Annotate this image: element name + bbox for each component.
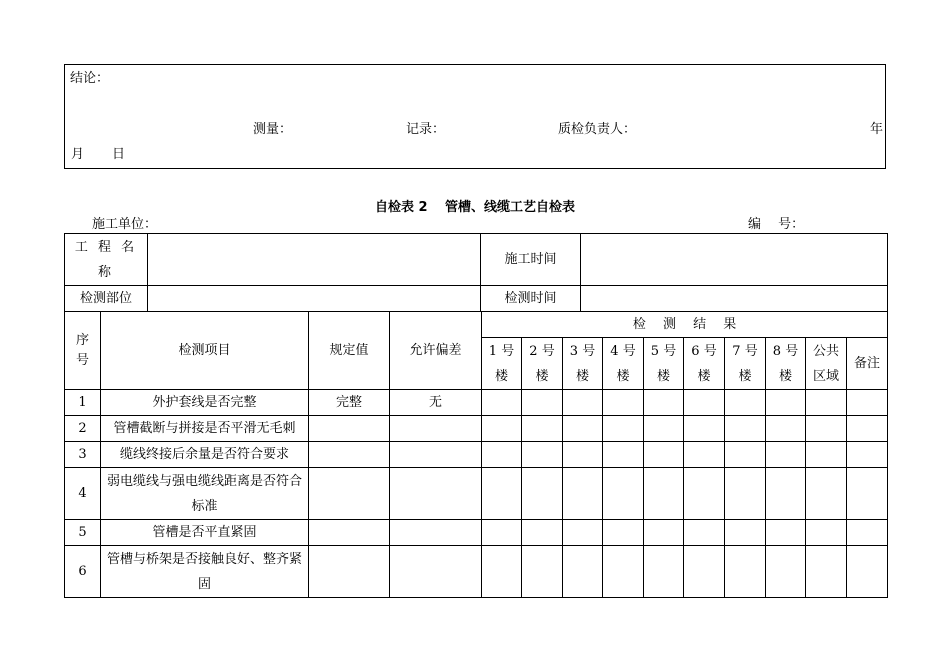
result-cell[interactable]	[806, 390, 847, 416]
result-cell[interactable]	[725, 546, 766, 598]
remark-cell[interactable]	[847, 546, 888, 598]
remark-cell[interactable]	[847, 468, 888, 520]
header-spec: 规定值	[309, 312, 390, 390]
result-cell[interactable]	[725, 442, 766, 468]
row-number: 1	[65, 390, 101, 416]
result-cell[interactable]	[522, 546, 563, 598]
record-label: 记录：	[406, 122, 446, 137]
header-building-7: 7 号楼	[725, 338, 766, 390]
row-spec	[309, 546, 390, 598]
row-spec	[309, 416, 390, 442]
result-cell[interactable]	[806, 468, 847, 520]
result-cell[interactable]	[563, 468, 603, 520]
inspection-part-label: 检测部位	[65, 286, 148, 312]
form-number-label: 编 号：	[748, 217, 805, 232]
result-cell[interactable]	[684, 416, 725, 442]
construction-unit-label: 施工单位：	[92, 217, 158, 232]
header-building-8: 8 号楼	[766, 338, 806, 390]
header-tolerance: 允许偏差	[390, 312, 482, 390]
header-building-1: 1 号楼	[482, 338, 522, 390]
row-tolerance: 无	[390, 390, 482, 416]
project-name-label: 工 程 名 称	[65, 234, 148, 286]
row-item: 管槽是否平直紧固	[101, 520, 309, 546]
conclusion-box	[64, 64, 886, 169]
result-cell[interactable]	[563, 546, 603, 598]
form-title: 自检表 2 管槽、线缆工艺自检表	[374, 200, 576, 215]
result-cell[interactable]	[522, 442, 563, 468]
result-cell[interactable]	[766, 390, 806, 416]
result-cell[interactable]	[603, 468, 644, 520]
header-building-6: 6 号楼	[684, 338, 725, 390]
result-cell[interactable]	[766, 416, 806, 442]
result-cell[interactable]	[766, 442, 806, 468]
row-spec	[309, 520, 390, 546]
inspection-part-value[interactable]	[148, 286, 481, 312]
header-building-4: 4 号楼	[603, 338, 644, 390]
result-cell[interactable]	[603, 442, 644, 468]
header-building-3: 3 号楼	[563, 338, 603, 390]
inspection-table	[64, 311, 888, 598]
row-item: 管槽与桥架是否接触良好、整齐紧固	[101, 546, 309, 598]
result-cell[interactable]	[684, 442, 725, 468]
table-row	[65, 442, 888, 468]
result-cell[interactable]	[603, 546, 644, 598]
row-tolerance	[390, 546, 482, 598]
result-cell[interactable]	[725, 468, 766, 520]
result-cell[interactable]	[766, 546, 806, 598]
result-cell[interactable]	[563, 520, 603, 546]
header-seq: 序号	[65, 312, 101, 390]
row-number: 3	[65, 442, 101, 468]
header-results: 检 测 结 果	[482, 312, 888, 338]
result-cell[interactable]	[522, 468, 563, 520]
row-number: 5	[65, 520, 101, 546]
result-cell[interactable]	[522, 520, 563, 546]
result-cell[interactable]	[603, 520, 644, 546]
result-cell[interactable]	[766, 468, 806, 520]
header-building-5: 5 号楼	[644, 338, 684, 390]
row-tolerance	[390, 520, 482, 546]
result-cell[interactable]	[522, 416, 563, 442]
row-number: 2	[65, 416, 101, 442]
result-cell[interactable]	[725, 390, 766, 416]
row-spec	[309, 468, 390, 520]
result-cell[interactable]	[603, 390, 644, 416]
row-item: 外护套线是否完整	[101, 390, 309, 416]
conclusion-label: 结论：	[70, 71, 110, 86]
row-number: 4	[65, 468, 101, 520]
result-cell[interactable]	[563, 442, 603, 468]
row-tolerance	[390, 416, 482, 442]
result-cell[interactable]	[522, 390, 563, 416]
remark-cell[interactable]	[847, 442, 888, 468]
table-row	[65, 546, 888, 598]
result-cell[interactable]	[482, 468, 522, 520]
year-label: 年	[870, 122, 884, 137]
result-cell[interactable]	[603, 416, 644, 442]
inspection-time-value[interactable]	[581, 286, 888, 312]
row-number: 6	[65, 546, 101, 598]
result-cell[interactable]	[482, 442, 522, 468]
result-cell[interactable]	[684, 520, 725, 546]
table-row	[65, 520, 888, 546]
result-cell[interactable]	[644, 546, 684, 598]
measure-label: 测量：	[253, 122, 293, 137]
quality-lead-label: 质检负责人：	[558, 122, 637, 137]
result-cell[interactable]	[684, 546, 725, 598]
construction-time-value[interactable]	[581, 234, 888, 286]
result-cell[interactable]	[725, 520, 766, 546]
header-remark: 备注	[847, 338, 888, 390]
project-name-value[interactable]	[148, 234, 481, 286]
month-label: 月	[71, 147, 85, 162]
construction-time-label: 施工时间	[481, 234, 581, 286]
row-spec: 完整	[309, 390, 390, 416]
row-item: 缆线终接后余量是否符合要求	[101, 442, 309, 468]
result-cell[interactable]	[766, 520, 806, 546]
row-spec	[309, 442, 390, 468]
result-cell[interactable]	[644, 390, 684, 416]
result-cell[interactable]	[563, 390, 603, 416]
result-cell[interactable]	[725, 416, 766, 442]
result-cell[interactable]	[482, 416, 522, 442]
row-tolerance	[390, 468, 482, 520]
table-row	[65, 416, 888, 442]
result-cell[interactable]	[806, 442, 847, 468]
inspection-time-label: 检测时间	[481, 286, 581, 312]
result-cell[interactable]	[482, 546, 522, 598]
result-cell[interactable]	[644, 416, 684, 442]
result-cell[interactable]	[563, 416, 603, 442]
result-cell[interactable]	[482, 390, 522, 416]
result-cell[interactable]	[684, 468, 725, 520]
result-cell[interactable]	[644, 442, 684, 468]
table-row	[65, 390, 888, 416]
row-tolerance	[390, 442, 482, 468]
result-cell[interactable]	[644, 468, 684, 520]
table-row	[65, 468, 888, 520]
result-cell[interactable]	[806, 520, 847, 546]
result-cell[interactable]	[806, 546, 847, 598]
header-item: 检测项目	[101, 312, 309, 390]
remark-cell[interactable]	[847, 416, 888, 442]
result-cell[interactable]	[644, 520, 684, 546]
header-public-area: 公共区域	[806, 338, 847, 390]
row-item: 弱电缆线与强电缆线距离是否符合标准	[101, 468, 309, 520]
row-item: 管槽截断与拼接是否平滑无毛刺	[101, 416, 309, 442]
info-table	[64, 233, 888, 312]
remark-cell[interactable]	[847, 520, 888, 546]
header-building-2: 2 号楼	[522, 338, 563, 390]
remark-cell[interactable]	[847, 390, 888, 416]
day-label: 日	[112, 147, 126, 162]
result-cell[interactable]	[806, 416, 847, 442]
result-cell[interactable]	[684, 390, 725, 416]
result-cell[interactable]	[482, 520, 522, 546]
